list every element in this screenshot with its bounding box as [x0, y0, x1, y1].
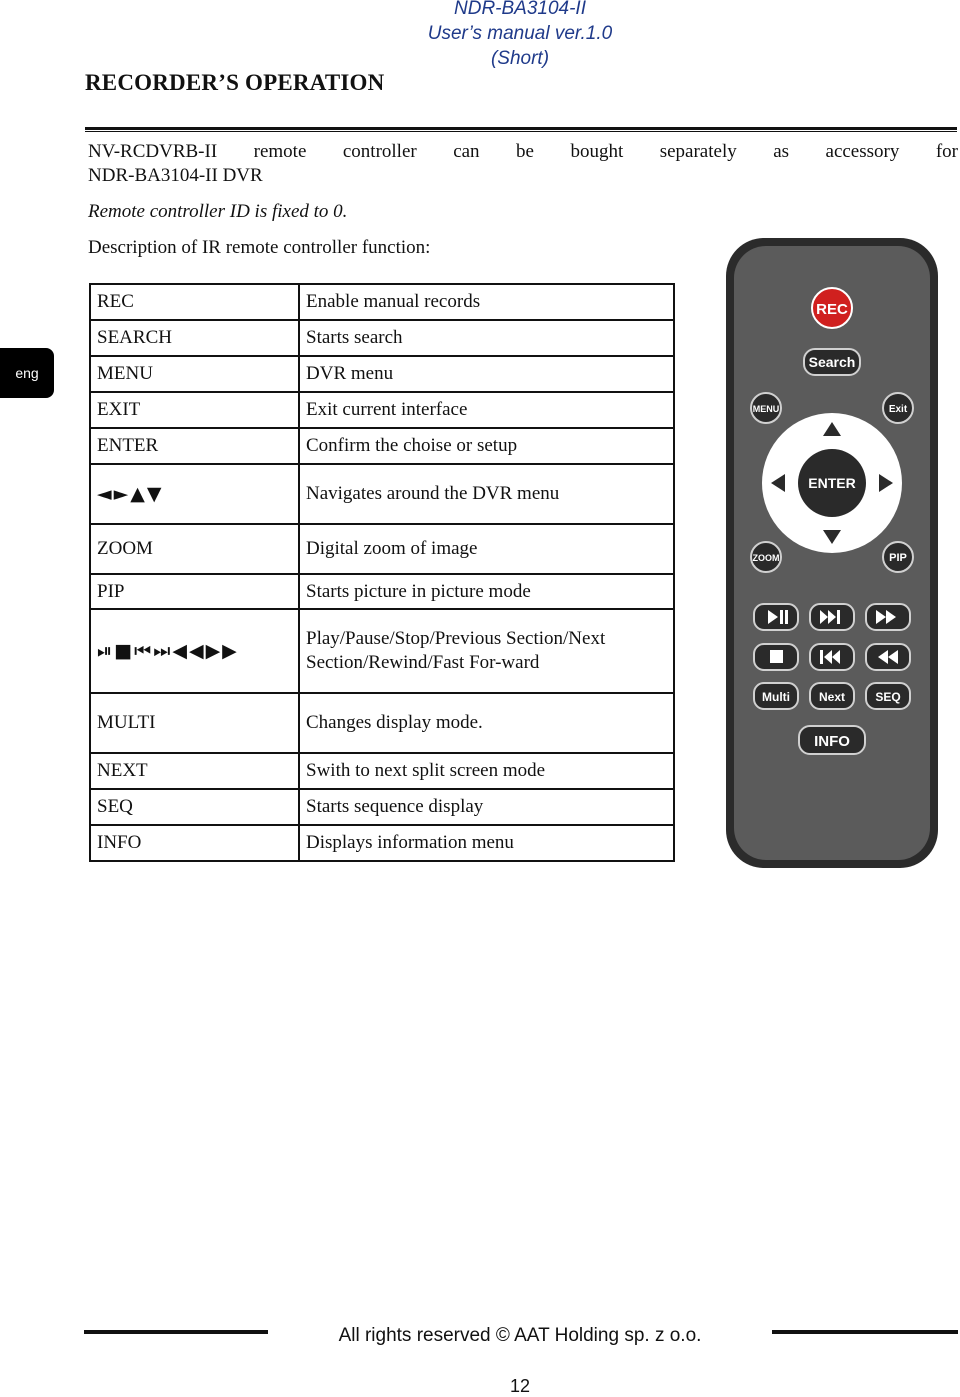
intro-line-1: NV-RCDVRB-II remote controller can be bought separately as accessory for: [88, 141, 958, 162]
function-desc: Displays information menu: [299, 825, 674, 861]
function-key: ZOOM: [90, 524, 299, 574]
table-row: [90, 753, 674, 789]
function-desc: Play/Pause/Stop/Previous Section/Next Section/Rewind/Fast For-ward: [299, 609, 674, 693]
function-desc: Navigates around the DVR menu: [299, 464, 674, 524]
table-row: [90, 524, 674, 574]
function-key: SEARCH: [90, 320, 299, 356]
function-desc: DVR menu: [299, 356, 674, 392]
function-table: [89, 283, 675, 862]
seq-label: SEQ: [875, 690, 901, 704]
enter-label: ENTER: [808, 475, 856, 491]
function-desc: Digital zoom of image: [299, 524, 674, 574]
model-name: NDR-BA3104-II: [454, 0, 586, 19]
page-number: 12: [509, 1376, 531, 1396]
table-row: [90, 320, 674, 356]
remote-id-note: Remote controller ID is fixed to 0.: [88, 201, 348, 222]
function-desc: Changes display mode.: [299, 693, 674, 753]
function-desc: Starts search: [299, 320, 674, 356]
function-key: EXIT: [90, 392, 299, 428]
table-row: [90, 428, 674, 464]
function-description-title: Description of IR remote controller function:: [88, 237, 431, 258]
intro-line-2: NDR-BA3104-II DVR: [88, 165, 263, 186]
info-label: INFO: [814, 733, 850, 750]
manual-version: User’s manual ver.1.0: [427, 23, 613, 44]
function-desc: Exit current interface: [299, 392, 674, 428]
function-desc: Enable manual records: [299, 284, 674, 320]
footer-rule-left: [84, 1330, 268, 1334]
function-key: PIP: [90, 574, 299, 609]
rec-label: REC: [816, 301, 848, 318]
arrow-keys-icon: ◄►▲▼: [90, 464, 299, 524]
footer-copyright: All rights reserved © AAT Holding sp. z o.o.: [338, 1325, 702, 1346]
language-tab: eng: [0, 348, 54, 398]
table-row: [90, 574, 674, 609]
document-header: [380, 0, 660, 71]
function-desc: Confirm the choise or setup: [299, 428, 674, 464]
pip-label: PIP: [889, 552, 907, 564]
function-key: SEQ: [90, 789, 299, 825]
function-desc: Swith to next split screen mode: [299, 753, 674, 789]
function-desc: Starts sequence display: [299, 789, 674, 825]
table-row: [90, 356, 674, 392]
table-row: [90, 464, 674, 524]
footer-rule-right: [772, 1330, 958, 1334]
table-row: [90, 609, 674, 693]
menu-label: MENU: [752, 404, 780, 414]
zoom-label: ZOOM: [752, 553, 780, 563]
table-row: [90, 825, 674, 861]
function-desc: Starts picture in picture mode: [299, 574, 674, 609]
manual-edition: (Short): [490, 48, 550, 69]
table-row: [90, 693, 674, 753]
next-label: Next: [818, 690, 846, 704]
multi-label: Multi: [762, 690, 790, 704]
function-key: ENTER: [90, 428, 299, 464]
table-row: [90, 789, 674, 825]
search-label: Search: [808, 354, 856, 370]
exit-label: Exit: [888, 404, 908, 415]
section-title: RECORDER’S OPERATION: [85, 70, 385, 95]
header-rule-thin: [85, 131, 957, 132]
function-key: MULTI: [90, 693, 299, 753]
table-row: [90, 284, 674, 320]
header-rule: [85, 127, 957, 130]
function-key: NEXT: [90, 753, 299, 789]
remote-controller-illustration: [724, 236, 940, 872]
playback-keys-icon: ⏯■⏮⏭◀◀▶▶: [90, 609, 299, 693]
stop-icon: [770, 650, 783, 663]
table-row: [90, 392, 674, 428]
function-key: REC: [90, 284, 299, 320]
function-key: INFO: [90, 825, 299, 861]
function-key: MENU: [90, 356, 299, 392]
